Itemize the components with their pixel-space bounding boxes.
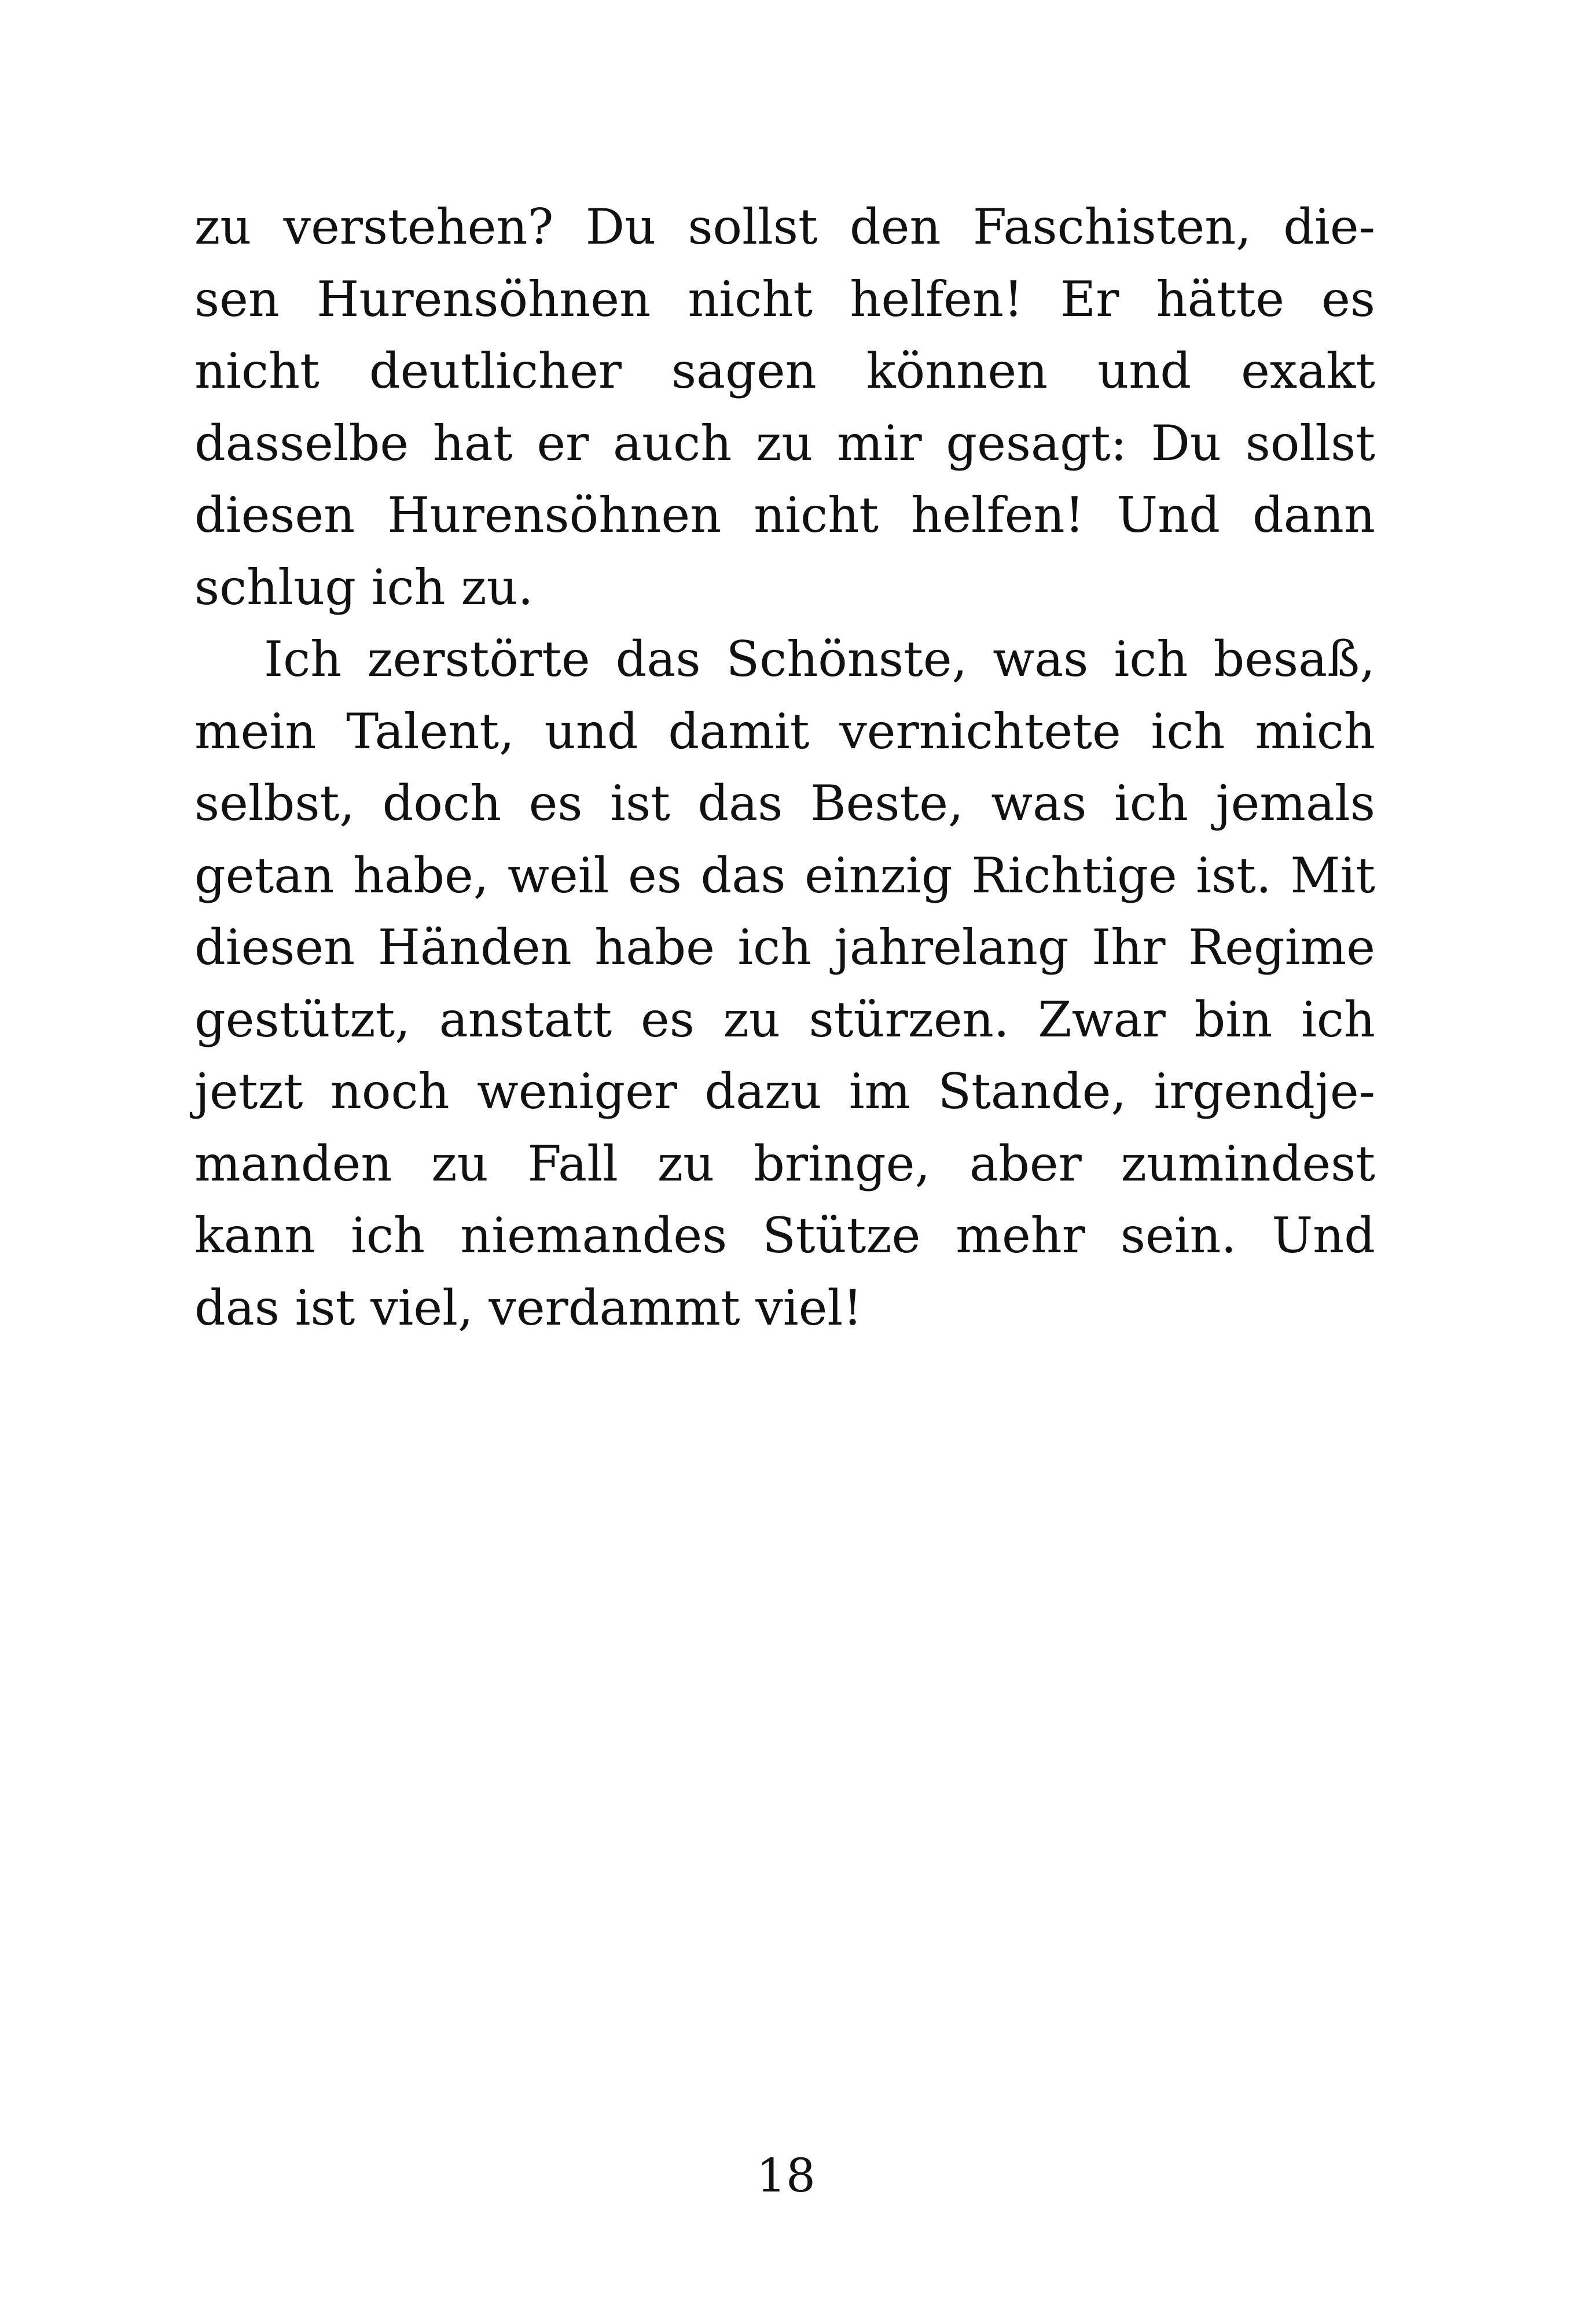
text-line: zu verstehen? Du sollst den Faschisten, die- (194, 198, 1375, 255)
text-line: das ist viel, verdammt viel! (194, 1279, 862, 1336)
text-line: diesen Hurensöhnen nicht helfen! Und dann (194, 487, 1375, 543)
text-line: getan habe, weil es das einzig Richtige ist. Mit (194, 847, 1375, 904)
text-line: sen Hurensöhnen nicht helfen! Er hätte es (194, 270, 1375, 328)
body-text (194, 191, 1375, 1344)
text-line: manden zu Fall zu bringe, aber zumindest (194, 1135, 1375, 1192)
page-number: 18 (756, 2149, 816, 2202)
paragraph-1 (194, 191, 1375, 623)
text-line: gestützt, anstatt es zu stürzen. Zwar bin ich (194, 991, 1375, 1048)
text-line: nicht deutlicher sagen können und exakt (194, 343, 1375, 399)
text-line: jetzt noch weniger dazu im Stande, irgendje- (194, 1063, 1375, 1120)
text-line: kann ich niemandes Stütze mehr sein. Und (194, 1207, 1375, 1264)
text-line: selbst, doch es ist das Beste, was ich jemals (194, 775, 1375, 832)
text-line: dasselbe hat er auch zu mir gesagt: Du sollst (194, 414, 1375, 472)
text-line: Ich zerstörte das Schönste, was ich besaß, (264, 631, 1375, 687)
paragraph-2 (194, 623, 1375, 1344)
text-line: mein Talent, und damit vernichtete ich mich (194, 703, 1375, 760)
text-line: diesen Händen habe ich jahrelang Ihr Regime (194, 919, 1375, 976)
text-line: schlug ich zu. (194, 558, 534, 616)
